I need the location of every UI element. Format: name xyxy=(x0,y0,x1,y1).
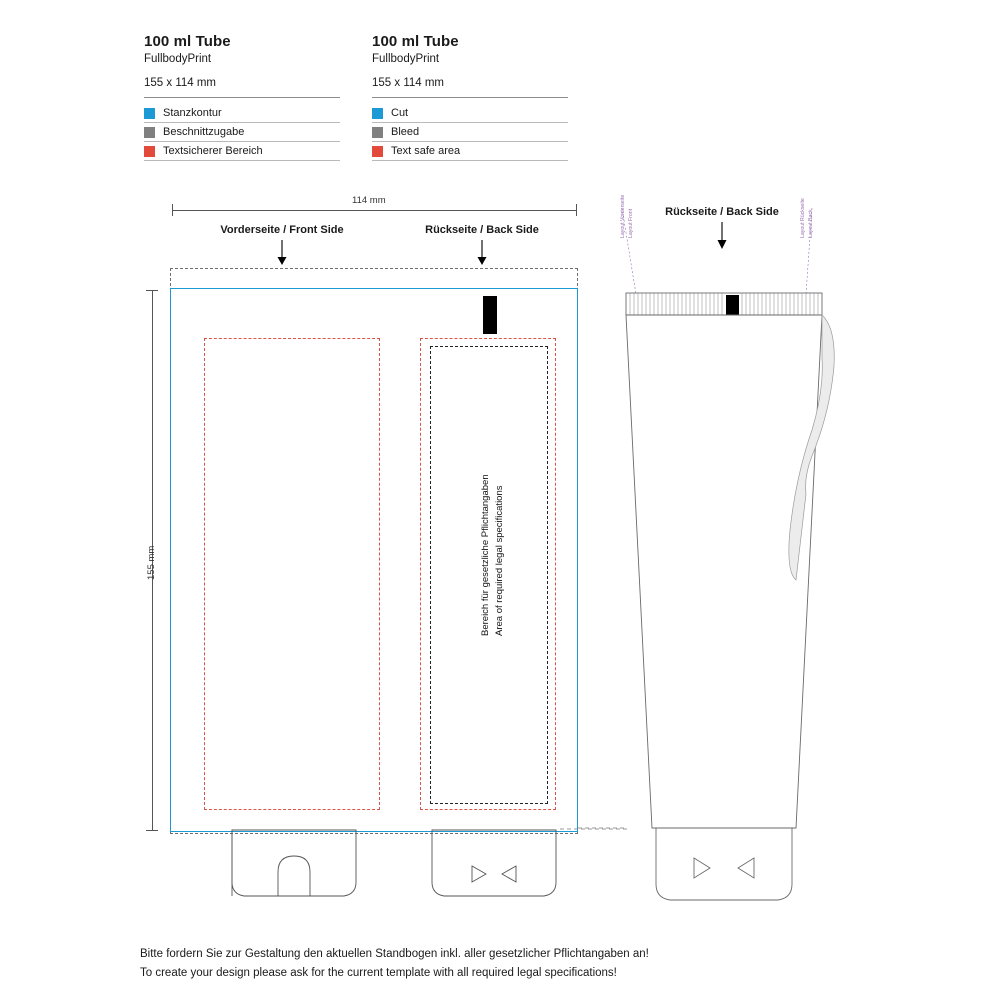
legend-label-textsafe-en: Text safe area xyxy=(391,144,461,157)
legend-block-de xyxy=(144,33,340,161)
legend-title-en: 100 ml Tube xyxy=(372,33,459,50)
legend-block-en xyxy=(372,33,568,161)
legend-label-textsafe: Textsicherer Bereich xyxy=(163,144,263,157)
legal-text-de: Bereich für gesetzliche Pflichtangaben xyxy=(480,474,491,636)
height-dim-tick-bottom xyxy=(146,830,158,831)
swatch-text-safe-icon xyxy=(144,146,155,157)
width-dim-tick-right xyxy=(576,204,577,216)
legend-dimensions: 155 x 114 mm xyxy=(144,77,217,89)
legend-subtitle: FullbodyPrint xyxy=(144,53,212,65)
layout-tag-right-de: Layout Rückseite xyxy=(800,198,806,238)
eyemark-bar xyxy=(483,296,497,334)
back-side-caption: Rückseite / Back Side xyxy=(425,224,539,236)
front-side-caption: Vorderseite / Front Side xyxy=(220,224,344,236)
mockup-caption: Rückseite / Back Side xyxy=(665,206,779,218)
front-side-arrow-icon xyxy=(275,240,289,266)
tube-mockup xyxy=(590,280,870,910)
height-dim-tick-top xyxy=(146,290,158,291)
layout-tag-left-de: Layout Vorderseite xyxy=(620,194,626,238)
legend-row-textsafe xyxy=(144,142,340,160)
legend-divider-4 xyxy=(144,160,340,161)
legend-row-bleed-en xyxy=(372,123,568,141)
width-dim-tick-left xyxy=(172,204,173,216)
baseline-alignment-line xyxy=(560,824,630,834)
legend-label-cut: Stanzkontur xyxy=(163,106,222,119)
legend-row-cut-en xyxy=(372,104,568,122)
swatch-bleed-icon xyxy=(144,127,155,138)
footer-note-de: Bitte fordern Sie zur Gestaltung den aktuellen Standbogen inkl. aller gesetzlicher Pflichtangaben an! xyxy=(140,948,649,960)
layout-tag-left-en: Layout Front xyxy=(628,208,634,238)
legend-label-cut-en: Cut xyxy=(391,106,409,119)
back-side-arrow-icon xyxy=(475,240,489,266)
width-dimension-label: 114 mm xyxy=(352,195,386,206)
swatch-bleed-icon xyxy=(372,127,383,138)
swatch-cut-icon xyxy=(144,108,155,119)
layout-tag-right-en: Layout Back xyxy=(808,209,814,238)
legend-divider-en-4 xyxy=(372,160,568,161)
front-text-safe-area xyxy=(204,338,380,810)
width-dimension-line xyxy=(172,210,576,211)
legend-row-cut xyxy=(144,104,340,122)
legend-row-textsafe-en xyxy=(372,142,568,160)
swatch-text-safe-icon xyxy=(372,146,383,157)
front-closure-outline xyxy=(226,828,362,900)
legend-row-bleed xyxy=(144,123,340,141)
legend-divider xyxy=(144,97,340,98)
legal-text-en: Area of required legal specifications xyxy=(494,485,505,636)
height-dimension-label: 155 mm xyxy=(146,545,157,580)
legend-dimensions-en: 155 x 114 mm xyxy=(372,77,445,89)
swatch-cut-icon xyxy=(372,108,383,119)
legend-divider-en xyxy=(372,97,568,98)
legend-title: 100 ml Tube xyxy=(144,33,231,50)
back-closure-outline xyxy=(426,828,562,900)
legend-subtitle-en: FullbodyPrint xyxy=(372,53,440,65)
footer-note-en: To create your design please ask for the current template with all required legal specifications! xyxy=(140,967,617,979)
legend-label-bleed-en: Bleed xyxy=(391,125,420,138)
legend-label-bleed: Beschnittzugabe xyxy=(163,125,245,138)
